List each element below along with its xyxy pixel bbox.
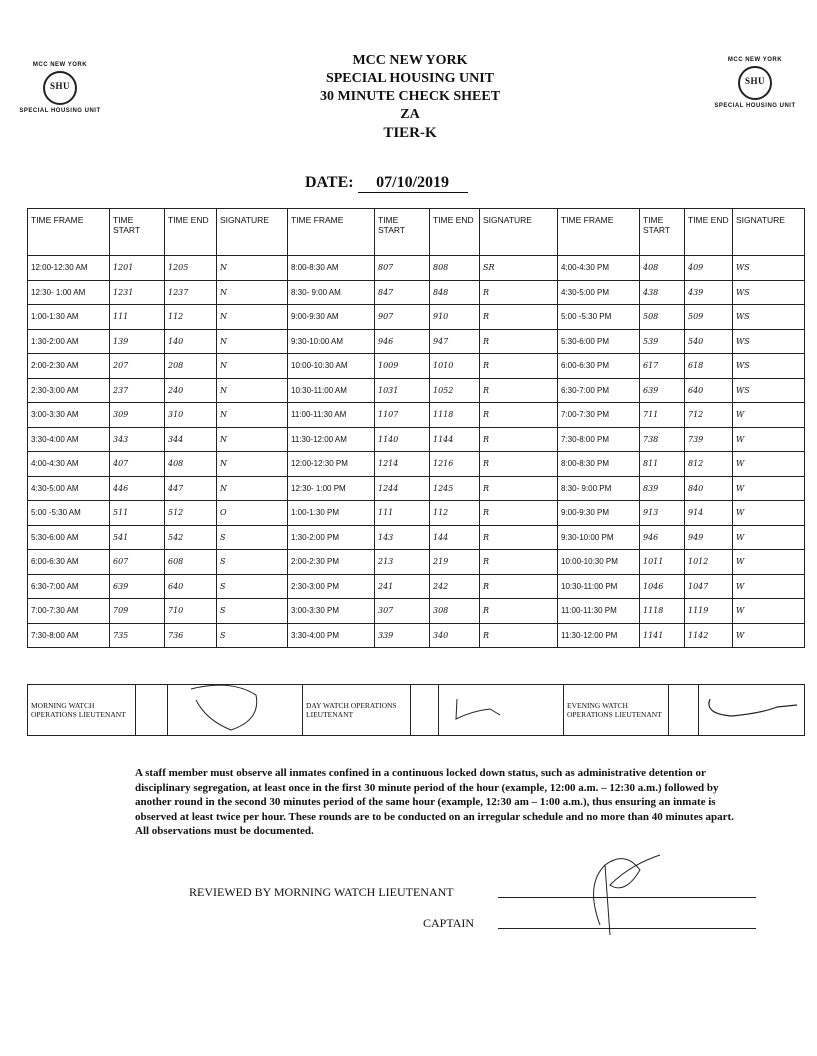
- time-end-cell[interactable]: 219: [430, 550, 480, 575]
- logo-left: [10, 62, 110, 114]
- time-start-cell[interactable]: 617: [640, 354, 685, 379]
- time-end-cell[interactable]: 540: [685, 329, 733, 354]
- time-start-cell[interactable]: 207: [110, 354, 165, 379]
- time-start-cell[interactable]: 1011: [640, 550, 685, 575]
- time-frame-cell: 11:30-12:00 PM: [558, 623, 640, 648]
- time-end-cell[interactable]: 808: [430, 256, 480, 281]
- time-frame-cell: 7:30-8:00 AM: [28, 623, 110, 648]
- signature-cell[interactable]: R: [480, 550, 558, 575]
- time-start-cell[interactable]: 343: [110, 427, 165, 452]
- signature-cell[interactable]: N: [217, 378, 288, 403]
- morning-watch-signature[interactable]: [168, 685, 303, 736]
- column-header: TIME END: [165, 209, 217, 256]
- time-start-cell[interactable]: 946: [640, 525, 685, 550]
- morning-watch-label: MORNING WATCH OPERATIONS LIEUTENANT: [28, 685, 136, 736]
- time-start-cell[interactable]: 839: [640, 476, 685, 501]
- time-start-cell[interactable]: 508: [640, 305, 685, 330]
- signature-cell[interactable]: S: [217, 574, 288, 599]
- time-start-cell[interactable]: 735: [110, 623, 165, 648]
- signature-cell[interactable]: R: [480, 623, 558, 648]
- time-frame-cell: 3:30-4:00 AM: [28, 427, 110, 452]
- time-start-cell[interactable]: 339: [375, 623, 430, 648]
- signature-cell[interactable]: S: [217, 623, 288, 648]
- time-start-cell[interactable]: 639: [110, 574, 165, 599]
- column-header: TIME START: [110, 209, 165, 256]
- time-frame-cell: 6:30-7:00 PM: [558, 378, 640, 403]
- logo-bottom-text: SPECIAL HOUSING UNIT: [19, 108, 101, 114]
- table-row: [28, 599, 805, 624]
- time-start-cell[interactable]: 607: [110, 550, 165, 575]
- time-end-cell[interactable]: 1205: [165, 256, 217, 281]
- time-start-cell[interactable]: 1244: [375, 476, 430, 501]
- time-end-cell[interactable]: 310: [165, 403, 217, 428]
- table-row: [28, 452, 805, 477]
- table-row: [28, 378, 805, 403]
- time-end-cell[interactable]: 710: [165, 599, 217, 624]
- time-frame-cell: 8:00-8:30 PM: [558, 452, 640, 477]
- time-end-cell[interactable]: 1216: [430, 452, 480, 477]
- time-frame-cell: 7:00-7:30 AM: [28, 599, 110, 624]
- time-end-cell[interactable]: 1237: [165, 280, 217, 305]
- morning-watch-box: [136, 685, 168, 736]
- time-end-cell[interactable]: 1245: [430, 476, 480, 501]
- time-frame-cell: 9:00-9:30 AM: [288, 305, 375, 330]
- time-start-cell[interactable]: 111: [110, 305, 165, 330]
- time-start-cell[interactable]: 1118: [640, 599, 685, 624]
- time-start-cell[interactable]: 541: [110, 525, 165, 550]
- logo-top-text: MCC NEW YORK: [727, 57, 783, 63]
- time-end-cell[interactable]: 439: [685, 280, 733, 305]
- signature-cell[interactable]: W: [733, 550, 805, 575]
- title-line-5: TIER-K: [383, 125, 437, 141]
- time-frame-cell: 4:30-5:00 PM: [558, 280, 640, 305]
- time-start-cell[interactable]: 237: [110, 378, 165, 403]
- seal-text: SHU: [49, 81, 70, 91]
- signature-cell[interactable]: WS: [733, 378, 805, 403]
- time-end-cell[interactable]: 848: [430, 280, 480, 305]
- time-frame-cell: 11:00-11:30 PM: [558, 599, 640, 624]
- time-end-cell[interactable]: 240: [165, 378, 217, 403]
- table-row: [28, 476, 805, 501]
- time-end-cell[interactable]: 949: [685, 525, 733, 550]
- time-frame-cell: 2:00-2:30 PM: [288, 550, 375, 575]
- evening-watch-signature[interactable]: [699, 685, 805, 736]
- time-frame-cell: 4:30-5:00 AM: [28, 476, 110, 501]
- signature-cell[interactable]: W: [733, 599, 805, 624]
- captain-label: CAPTAIN: [423, 916, 475, 930]
- time-end-cell[interactable]: 1142: [685, 623, 733, 648]
- signature-cell[interactable]: N: [217, 476, 288, 501]
- table-row: [28, 329, 805, 354]
- time-frame-cell: 10:00-10:30 PM: [558, 550, 640, 575]
- time-start-cell[interactable]: 1141: [640, 623, 685, 648]
- time-end-cell[interactable]: 618: [685, 354, 733, 379]
- title-line-1: MCC NEW YORK: [352, 53, 468, 68]
- time-frame-cell: 5:00 -5:30 PM: [558, 305, 640, 330]
- time-end-cell[interactable]: 409: [685, 256, 733, 281]
- time-frame-cell: 5:30-6:00 AM: [28, 525, 110, 550]
- column-header: SIGNATURE: [480, 209, 558, 256]
- signature-cell[interactable]: N: [217, 305, 288, 330]
- signature-cell[interactable]: WS: [733, 354, 805, 379]
- check-sheet-table: [27, 208, 805, 648]
- table-row: [28, 256, 805, 281]
- time-end-cell[interactable]: 812: [685, 452, 733, 477]
- captain-signature-scribble: [570, 845, 670, 940]
- seal-icon: [43, 71, 77, 105]
- title-line-4: ZA: [400, 107, 420, 122]
- time-frame-cell: 1:00-1:30 PM: [288, 501, 375, 526]
- signature-cell[interactable]: N: [217, 427, 288, 452]
- time-end-cell[interactable]: 144: [430, 525, 480, 550]
- time-end-cell[interactable]: 447: [165, 476, 217, 501]
- time-frame-cell: 8:30- 9:00 PM: [558, 476, 640, 501]
- column-header: TIME FRAME: [288, 209, 375, 256]
- time-end-cell[interactable]: 340: [430, 623, 480, 648]
- signature-cell[interactable]: W: [733, 525, 805, 550]
- time-end-cell[interactable]: 344: [165, 427, 217, 452]
- time-frame-cell: 12:30- 1:00 PM: [288, 476, 375, 501]
- time-start-cell[interactable]: 639: [640, 378, 685, 403]
- time-start-cell[interactable]: 711: [640, 403, 685, 428]
- signature-cell[interactable]: S: [217, 525, 288, 550]
- instructions-paragraph: A staff member must observe all inmates confined in a continuous locked down status, such as administrative detention or disciplinary segregation, at least once in the first 30 minute period of the hour (example, 12:00 a.m. – 12:30 a.m.) followed by another round in the second 30 minutes period of the same hour (example, 12:30 am – 1:00 a.m.), thus ensuring an inmate is observed at least twice per hour. These rounds are to be conducted on an irregular schedule and no more than 40 minutes apart. All observations must be documented.: [135, 767, 734, 837]
- time-end-cell[interactable]: 947: [430, 329, 480, 354]
- signature-cell[interactable]: W: [733, 623, 805, 648]
- table-row: [28, 525, 805, 550]
- time-end-cell[interactable]: 608: [165, 550, 217, 575]
- signature-cell[interactable]: N: [217, 280, 288, 305]
- morning-signature-scribble: [171, 685, 291, 733]
- time-frame-cell: 12:30- 1:00 AM: [28, 280, 110, 305]
- signature-cell[interactable]: W: [733, 403, 805, 428]
- logo-right: [705, 57, 805, 109]
- time-end-cell[interactable]: 1047: [685, 574, 733, 599]
- table-row: [28, 403, 805, 428]
- table-row: [28, 280, 805, 305]
- signature-cell[interactable]: R: [480, 599, 558, 624]
- page-title: [300, 52, 520, 142]
- time-frame-cell: 5:00 -5:30 AM: [28, 501, 110, 526]
- time-start-cell[interactable]: 1107: [375, 403, 430, 428]
- date-field: [305, 174, 468, 193]
- watch-lieutenant-table: [27, 684, 805, 736]
- signature-cell[interactable]: R: [480, 305, 558, 330]
- time-frame-cell: 9:30-10:00 AM: [288, 329, 375, 354]
- time-start-cell[interactable]: 709: [110, 599, 165, 624]
- signature-cell[interactable]: N: [217, 256, 288, 281]
- time-end-cell[interactable]: 208: [165, 354, 217, 379]
- time-frame-cell: 2:00-2:30 AM: [28, 354, 110, 379]
- time-end-cell[interactable]: 140: [165, 329, 217, 354]
- time-frame-cell: 7:30-8:00 PM: [558, 427, 640, 452]
- signature-cell[interactable]: R: [480, 403, 558, 428]
- table-row: [28, 623, 805, 648]
- time-end-cell[interactable]: 914: [685, 501, 733, 526]
- time-start-cell[interactable]: 811: [640, 452, 685, 477]
- signature-cell[interactable]: W: [733, 476, 805, 501]
- time-frame-cell: 9:00-9:30 PM: [558, 501, 640, 526]
- time-end-cell[interactable]: 308: [430, 599, 480, 624]
- time-start-cell[interactable]: 307: [375, 599, 430, 624]
- time-frame-cell: 4:00-4:30 AM: [28, 452, 110, 477]
- time-frame-cell: 1:30-2:00 PM: [288, 525, 375, 550]
- time-frame-cell: 3:30-4:00 PM: [288, 623, 375, 648]
- time-end-cell[interactable]: 512: [165, 501, 217, 526]
- column-header: TIME END: [685, 209, 733, 256]
- signature-cell[interactable]: W: [733, 452, 805, 477]
- time-frame-cell: 6:00-6:30 PM: [558, 354, 640, 379]
- time-frame-cell: 6:30-7:00 AM: [28, 574, 110, 599]
- signature-cell[interactable]: R: [480, 476, 558, 501]
- signature-cell[interactable]: W: [733, 501, 805, 526]
- column-header: TIME FRAME: [558, 209, 640, 256]
- time-frame-cell: 6:00-6:30 AM: [28, 550, 110, 575]
- signature-cell[interactable]: WS: [733, 329, 805, 354]
- time-frame-cell: 2:30-3:00 PM: [288, 574, 375, 599]
- evening-watch-box: [669, 685, 699, 736]
- signature-cell[interactable]: R: [480, 501, 558, 526]
- time-end-cell[interactable]: 1012: [685, 550, 733, 575]
- header-row: [28, 209, 805, 256]
- table-row: [28, 427, 805, 452]
- day-watch-signature[interactable]: [439, 685, 564, 736]
- time-end-cell[interactable]: 112: [430, 501, 480, 526]
- time-end-cell[interactable]: 640: [685, 378, 733, 403]
- time-end-cell[interactable]: 1010: [430, 354, 480, 379]
- column-header: SIGNATURE: [217, 209, 288, 256]
- date-value: 07/10/2019: [358, 174, 468, 193]
- signature-cell[interactable]: S: [217, 599, 288, 624]
- time-start-cell[interactable]: 241: [375, 574, 430, 599]
- time-start-cell[interactable]: 139: [110, 329, 165, 354]
- time-end-cell[interactable]: 542: [165, 525, 217, 550]
- time-end-cell[interactable]: 1119: [685, 599, 733, 624]
- time-end-cell[interactable]: 739: [685, 427, 733, 452]
- time-frame-cell: 12:00-12:30 AM: [28, 256, 110, 281]
- day-watch-box: [411, 685, 439, 736]
- table-row: [28, 305, 805, 330]
- time-start-cell[interactable]: 438: [640, 280, 685, 305]
- time-end-cell[interactable]: 736: [165, 623, 217, 648]
- table-row: [28, 354, 805, 379]
- signature-cell[interactable]: R: [480, 427, 558, 452]
- time-frame-cell: 11:00-11:30 AM: [288, 403, 375, 428]
- logo-bottom-text: SPECIAL HOUSING UNIT: [714, 103, 796, 109]
- signature-cell[interactable]: N: [217, 403, 288, 428]
- signature-cell[interactable]: R: [480, 354, 558, 379]
- signature-cell[interactable]: R: [480, 280, 558, 305]
- evening-signature-scribble: [702, 689, 802, 729]
- time-start-cell[interactable]: 111: [375, 501, 430, 526]
- time-end-cell[interactable]: 712: [685, 403, 733, 428]
- column-header: TIME END: [430, 209, 480, 256]
- signature-cell[interactable]: R: [480, 378, 558, 403]
- time-frame-cell: 9:30-10:00 PM: [558, 525, 640, 550]
- date-label: DATE:: [305, 174, 354, 191]
- time-end-cell[interactable]: 640: [165, 574, 217, 599]
- signature-cell[interactable]: N: [217, 329, 288, 354]
- time-frame-cell: 10:30-11:00 PM: [558, 574, 640, 599]
- time-frame-cell: 1:00-1:30 AM: [28, 305, 110, 330]
- signature-cell[interactable]: N: [217, 354, 288, 379]
- time-frame-cell: 10:30-11:00 AM: [288, 378, 375, 403]
- time-start-cell[interactable]: 1046: [640, 574, 685, 599]
- signature-cell[interactable]: W: [733, 427, 805, 452]
- time-end-cell[interactable]: 112: [165, 305, 217, 330]
- time-frame-cell: 3:00-3:30 AM: [28, 403, 110, 428]
- table-row: [28, 550, 805, 575]
- time-frame-cell: 10:00-10:30 AM: [288, 354, 375, 379]
- time-start-cell[interactable]: 1031: [375, 378, 430, 403]
- time-start-cell[interactable]: 907: [375, 305, 430, 330]
- table-row: [28, 574, 805, 599]
- time-start-cell[interactable]: 1009: [375, 354, 430, 379]
- reviewed-label: REVIEWED BY MORNING WATCH LIEUTENANT: [189, 885, 454, 899]
- time-frame-cell: 2:30-3:00 AM: [28, 378, 110, 403]
- time-start-cell[interactable]: 1201: [110, 256, 165, 281]
- time-start-cell[interactable]: 1214: [375, 452, 430, 477]
- time-frame-cell: 5:30-6:00 PM: [558, 329, 640, 354]
- table-row: [28, 501, 805, 526]
- signature-cell[interactable]: O: [217, 501, 288, 526]
- signature-cell[interactable]: R: [480, 329, 558, 354]
- time-start-cell[interactable]: 946: [375, 329, 430, 354]
- time-end-cell[interactable]: 242: [430, 574, 480, 599]
- time-frame-cell: 1:30-2:00 AM: [28, 329, 110, 354]
- time-frame-cell: 7:00-7:30 PM: [558, 403, 640, 428]
- column-header: SIGNATURE: [733, 209, 805, 256]
- signature-cell[interactable]: W: [733, 574, 805, 599]
- signature-cell[interactable]: R: [480, 574, 558, 599]
- time-start-cell[interactable]: 738: [640, 427, 685, 452]
- time-start-cell[interactable]: 213: [375, 550, 430, 575]
- time-end-cell[interactable]: 840: [685, 476, 733, 501]
- logo-top-text: MCC NEW YORK: [32, 62, 88, 68]
- time-start-cell[interactable]: 539: [640, 329, 685, 354]
- evening-watch-label: EVENING WATCH OPERATIONS LIEUTENANT: [564, 685, 669, 736]
- time-start-cell[interactable]: 511: [110, 501, 165, 526]
- time-start-cell[interactable]: 807: [375, 256, 430, 281]
- time-end-cell[interactable]: 910: [430, 305, 480, 330]
- time-frame-cell: 3:00-3:30 PM: [288, 599, 375, 624]
- time-frame-cell: 12:00-12:30 PM: [288, 452, 375, 477]
- signature-cell[interactable]: R: [480, 525, 558, 550]
- time-end-cell[interactable]: 1118: [430, 403, 480, 428]
- signature-cell[interactable]: WS: [733, 256, 805, 281]
- day-watch-label: DAY WATCH OPERATIONS LIEUTENANT: [303, 685, 411, 736]
- time-frame-cell: 8:00-8:30 AM: [288, 256, 375, 281]
- signature-cell[interactable]: WS: [733, 280, 805, 305]
- signature-cell[interactable]: SR: [480, 256, 558, 281]
- time-start-cell[interactable]: 408: [640, 256, 685, 281]
- time-start-cell[interactable]: 143: [375, 525, 430, 550]
- time-frame-cell: 11:30-12:00 AM: [288, 427, 375, 452]
- column-header: TIME START: [640, 209, 685, 256]
- time-start-cell[interactable]: 1140: [375, 427, 430, 452]
- title-line-2: SPECIAL HOUSING UNIT: [325, 71, 495, 86]
- signature-cell[interactable]: WS: [733, 305, 805, 330]
- time-start-cell[interactable]: 1231: [110, 280, 165, 305]
- column-header: TIME START: [375, 209, 430, 256]
- time-start-cell[interactable]: 446: [110, 476, 165, 501]
- time-start-cell[interactable]: 407: [110, 452, 165, 477]
- time-end-cell[interactable]: 1052: [430, 378, 480, 403]
- time-frame-cell: 4:00-4:30 PM: [558, 256, 640, 281]
- time-end-cell[interactable]: 509: [685, 305, 733, 330]
- signature-cell[interactable]: N: [217, 452, 288, 477]
- time-frame-cell: 8:30- 9:00 AM: [288, 280, 375, 305]
- seal-icon: [738, 66, 772, 100]
- time-start-cell[interactable]: 913: [640, 501, 685, 526]
- seal-text: SHU: [744, 76, 765, 86]
- title-line-3: 30 MINUTE CHECK SHEET: [319, 89, 501, 104]
- column-header: TIME FRAME: [28, 209, 110, 256]
- time-end-cell[interactable]: 408: [165, 452, 217, 477]
- time-start-cell[interactable]: 847: [375, 280, 430, 305]
- signature-cell[interactable]: S: [217, 550, 288, 575]
- time-end-cell[interactable]: 1144: [430, 427, 480, 452]
- time-start-cell[interactable]: 309: [110, 403, 165, 428]
- day-signature-scribble: [442, 689, 552, 729]
- signature-cell[interactable]: R: [480, 452, 558, 477]
